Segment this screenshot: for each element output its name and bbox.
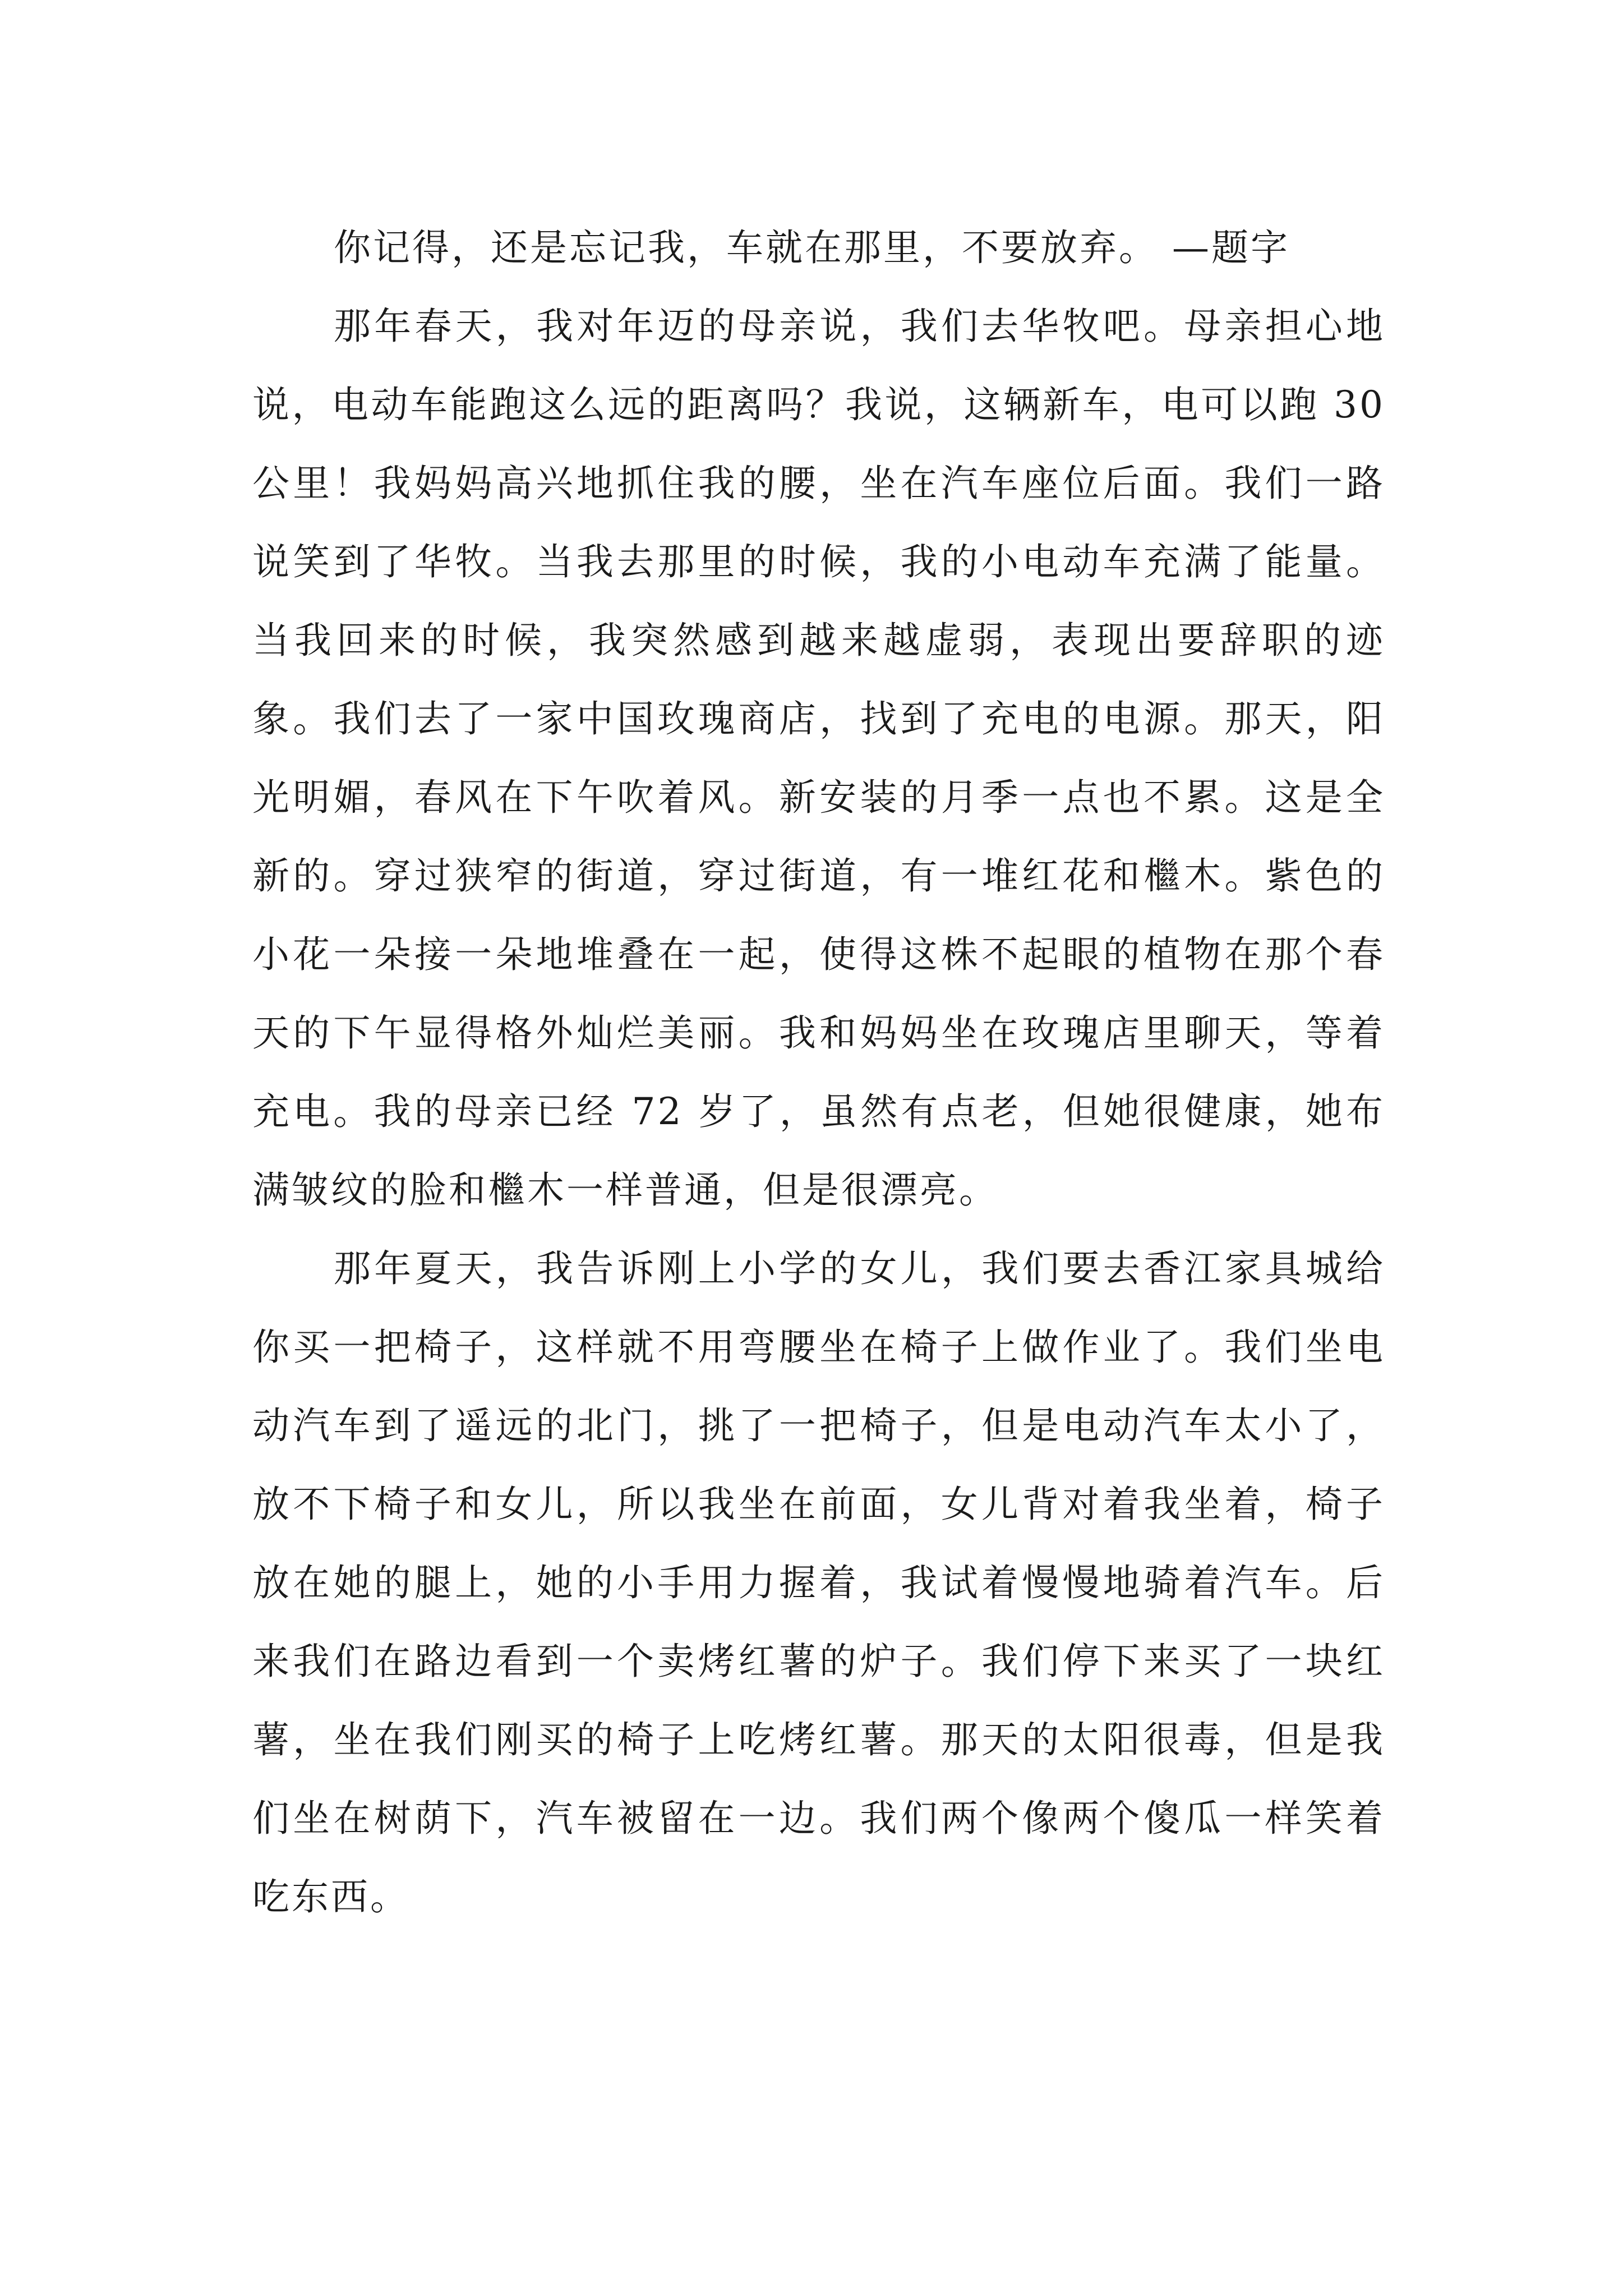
paragraph-spring: 那年春天，我对年迈的母亲说，我们去华牧吧。母亲担心地说，电动车能跑这么远的距离吗？我说，这辆新车，电可以跑 30 公里！我妈妈高兴地抓住我的腰，坐在汽车座位后面。我们一路说笑到了华牧。当我去那里的时候，我的小电动车充满了能量。当我回来的时候，我突然感到越来越虚弱，表现出要辞职的迹象。我们去了一家中国玫瑰商店，找到了充电的电源。那天，阳光明媚，春风在下午吹着风。新安装的月季一点也不累。这是全新的。穿过狭窄的街道，穿过街道，有一堆红花和檵木。紫色的小花一朵接一朵地堆叠在一起，使得这株不起眼的植物在那个春天的下午显得格外灿烂美丽。我和妈妈坐在玫瑰店里聊天，等着充电。我的母亲已经 72 岁了，虽然有点老，但她很健康，她布满皱纹的脸和檵木一样普通，但是很漂亮。: [252, 305, 1385, 1212]
epigraph: 你记得，还是忘记我，车就在那里，不要放弃。 —题字: [334, 226, 1290, 269]
document-body: [252, 209, 1385, 1936]
paragraph-summer: 那年夏天，我告诉刚上小学的女儿，我们要去香江家具城给你买一把椅子，这样就不用弯腰坐在椅子上做作业了。我们坐电动汽车到了遥远的北门，挑了一把椅子，但是电动汽车太小了，放不下椅子和女儿，所以我坐在前面，女儿背对着我坐着，椅子放在她的腿上，她的小手用力握着，我试着慢慢地骑着汽车。后来我们在路边看到一个卖烤红薯的炉子。我们停下来买了一块红薯，坐在我们刚买的椅子上吃烤红薯。那天的太阳很毒，但是我们坐在树荫下，汽车被留在一边。我们两个像两个傻瓜一样笑着吃东西。: [252, 1247, 1385, 1918]
